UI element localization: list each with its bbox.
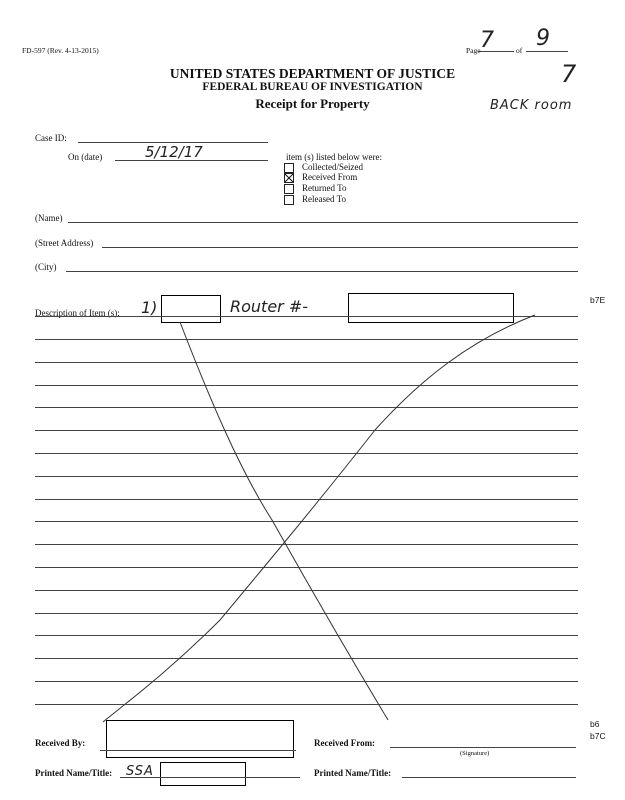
description-line[interactable] <box>35 567 578 568</box>
description-line[interactable] <box>35 385 578 386</box>
description-line[interactable] <box>35 544 578 545</box>
option-returned-label: Returned To <box>302 183 347 193</box>
city-label: (City) <box>35 262 57 272</box>
received-by-field[interactable] <box>100 750 296 751</box>
on-date-field[interactable] <box>115 160 268 161</box>
items-status-heading: item (s) listed below were: <box>286 152 382 162</box>
printed-name-from-label: Printed Name/Title: <box>314 768 392 778</box>
checkmark-x-icon <box>285 174 293 182</box>
description-label: Description of Item (s): <box>35 308 120 318</box>
case-id-label: Case ID: <box>35 133 67 143</box>
description-line[interactable] <box>35 430 578 431</box>
description-line[interactable] <box>35 476 578 477</box>
description-line[interactable] <box>35 613 578 614</box>
description-line[interactable] <box>35 658 578 659</box>
redaction-box <box>160 762 246 786</box>
page-of-label: of <box>516 46 523 55</box>
received-from-label: Received From: <box>314 738 376 748</box>
hand-location: BACK room <box>490 98 573 113</box>
department-title: UNITED STATES DEPARTMENT OF JUSTICE <box>169 66 456 81</box>
option-collected-label: Collected/Seized <box>302 162 363 172</box>
option-released-label: Released To <box>302 194 346 204</box>
page-total: 9 <box>536 26 550 51</box>
description-line[interactable] <box>35 704 578 705</box>
item-number: 1) <box>141 298 158 317</box>
description-line[interactable] <box>35 635 578 636</box>
redaction-box <box>106 720 294 758</box>
checkbox-collected[interactable] <box>284 163 294 173</box>
street-label: (Street Address) <box>35 238 94 248</box>
printed-name-field[interactable] <box>120 777 300 778</box>
item-description: Router #- <box>230 297 309 316</box>
page-label: Page <box>466 46 481 55</box>
page-current-line <box>478 51 514 52</box>
description-line[interactable] <box>35 499 578 500</box>
exemption-code-b6: b6 <box>590 719 600 729</box>
on-date-value: 5/12/17 <box>145 143 203 161</box>
page-current: 7 <box>480 28 494 53</box>
form-number: FD-597 (Rev. 4-13-2015) <box>22 46 99 55</box>
printed-name-label: Printed Name/Title: <box>35 768 113 778</box>
checkbox-received[interactable] <box>284 173 294 183</box>
form-title: Receipt for Property <box>255 96 370 111</box>
redaction-box <box>161 295 221 323</box>
city-field[interactable] <box>66 271 578 272</box>
on-date-label: On (date) <box>68 152 103 162</box>
description-line[interactable] <box>35 521 578 522</box>
option-received-label: Received From <box>302 172 358 182</box>
page-total-line <box>526 51 568 52</box>
printed-name-from-field[interactable] <box>402 777 576 778</box>
street-field[interactable] <box>102 247 578 248</box>
printed-name-value: SSA <box>126 764 154 779</box>
name-label: (Name) <box>35 213 63 223</box>
bureau-title: FEDERAL BUREAU OF INVESTIGATION <box>202 81 423 93</box>
description-line[interactable] <box>35 316 578 317</box>
description-line[interactable] <box>35 453 578 454</box>
signature-label: (Signature) <box>460 750 490 757</box>
description-line[interactable] <box>35 362 578 363</box>
exemption-code-description: b7E <box>590 295 606 305</box>
checkbox-released[interactable] <box>284 195 294 205</box>
exemption-code-b7c: b7C <box>590 731 606 741</box>
description-line[interactable] <box>35 407 578 408</box>
received-by-label: Received By: <box>35 738 86 748</box>
checkbox-returned[interactable] <box>284 184 294 194</box>
hand-number: 7 <box>561 60 577 88</box>
received-from-field[interactable] <box>390 747 576 748</box>
description-line[interactable] <box>35 590 578 591</box>
name-field[interactable] <box>68 222 578 223</box>
redaction-box <box>348 293 514 323</box>
description-line[interactable] <box>35 339 578 340</box>
description-line[interactable] <box>35 681 578 682</box>
